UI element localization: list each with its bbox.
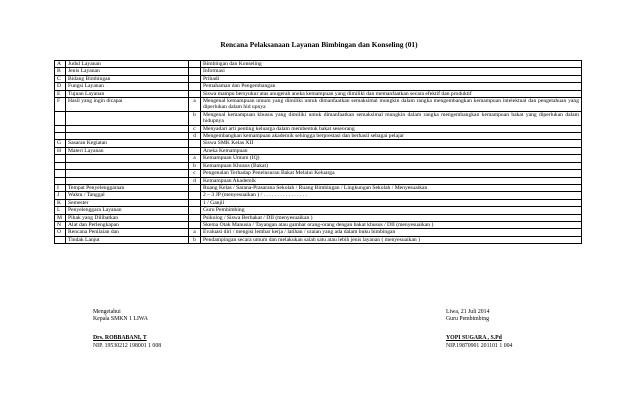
table-row: [55, 229, 582, 236]
row-label: Bidang Bimbingan: [66, 75, 189, 82]
table-row: [55, 170, 582, 177]
row-label: Materi Layanan: [66, 147, 189, 154]
row-sub: c: [189, 125, 201, 132]
row-sub: [189, 214, 201, 221]
signature-right-nip: NIP.19870901 201101 1 004: [446, 342, 513, 349]
signature-left-line2: Kepala SMKN 1 LIWA: [93, 316, 148, 323]
row-value: Aneka Kemampuan: [201, 147, 582, 154]
row-label: Rencana Penilaian dan: [66, 229, 189, 236]
table-row: [55, 199, 582, 206]
row-sub: [189, 90, 201, 97]
row-code: [55, 177, 66, 184]
table-row: [55, 125, 582, 132]
table-row: [55, 133, 582, 140]
row-code: J: [55, 192, 66, 199]
row-code: C: [55, 75, 66, 82]
signature-left-nip: NIP. 19530212 198001 1 008: [93, 342, 162, 349]
row-label: [66, 133, 189, 140]
plan-table: [54, 60, 582, 244]
row-sub: [189, 61, 201, 68]
signature-left-line1: Mengetahui: [93, 309, 121, 315]
table-row: [55, 83, 582, 90]
row-code: [55, 170, 66, 177]
row-code: G: [55, 140, 66, 147]
row-label: Alat dan Perlengkapan: [66, 221, 189, 228]
row-code: D: [55, 83, 66, 90]
row-label: Waktu / Tanggal: [66, 192, 189, 199]
row-value: Evaluasi diri / mengisi lembar kerja / latihan / uraian yang ada dalam buku bimbingan: [201, 229, 582, 236]
row-value: Psikolog / Siswa Berbakat / DII (menyesuaikan ): [201, 214, 582, 221]
row-label: [66, 155, 189, 162]
row-value: Mengenal kemampuan umum yang dimiliki untuk dimanfaatkan semaksimal mungkin dalam rangka mengembangkan kemampuan intelektual dan pengetahuan yang diperlukan dalam hid upnya: [201, 98, 582, 112]
row-sub: [189, 68, 201, 75]
table-row: [55, 98, 582, 112]
row-value: Mengembangkan kemampuan akademik sehingga berprestasi dan berhasil sebagai pelajar: [201, 133, 582, 140]
row-value: Kemampuan Khusus (Bakat): [201, 162, 582, 169]
table-row: [55, 177, 582, 184]
row-code: M: [55, 214, 66, 221]
row-sub: [189, 75, 201, 82]
row-value: Kemampuan Akademik: [201, 177, 582, 184]
row-sub: [189, 192, 201, 199]
row-label: [66, 177, 189, 184]
row-label: Sasaran Kegiatan: [66, 140, 189, 147]
table-row: [55, 75, 582, 82]
document-title: Rencana Pelaksanaan Layanan Bimbingan dan Konseling (01): [220, 40, 418, 49]
row-label: [66, 125, 189, 132]
row-code: [55, 133, 66, 140]
row-label: Tujuan Layanan: [66, 90, 189, 97]
row-code: E: [55, 90, 66, 97]
row-sub: [189, 147, 201, 154]
table-row: [55, 140, 582, 147]
row-sub: [189, 199, 201, 206]
row-sub: b: [189, 162, 201, 169]
row-sub: b: [189, 111, 201, 125]
signature-left-name: Drs. ROBBABANI, T: [93, 335, 147, 342]
table-row: [55, 155, 582, 162]
table-row: [55, 214, 582, 221]
plan-table-body: [55, 61, 582, 244]
row-code: B: [55, 68, 66, 75]
table-row: [55, 162, 582, 169]
row-code: O: [55, 229, 66, 236]
row-code: F: [55, 98, 66, 112]
row-value: Guru Pembimbing: [201, 207, 582, 214]
table-row: [55, 236, 582, 243]
signature-left: [93, 309, 161, 350]
table-row: [55, 61, 582, 68]
table-row: [55, 192, 582, 199]
row-sub: a: [189, 155, 201, 162]
row-label: Fungsi Layanan: [66, 83, 189, 90]
table-row: [55, 111, 582, 125]
row-sub: b: [189, 236, 201, 243]
row-value: Bimbingan dan Konseling: [201, 61, 582, 68]
row-sub: d: [189, 177, 201, 184]
table-row: [55, 68, 582, 75]
row-value: Pendampingan secara umum dan melakukan salah satu atau lebih jenis layanan ( menyesuaikan ): [201, 236, 582, 243]
table-row: [55, 147, 582, 154]
row-label: Tempat Penyelenggaraan: [66, 184, 189, 191]
row-code: [55, 155, 66, 162]
row-label: [66, 111, 189, 125]
row-value: 1 / Ganjil: [201, 199, 582, 206]
row-label: Pihak yang Dilibatkan: [66, 214, 189, 221]
row-value: Pribadi: [201, 75, 582, 82]
row-label: Hasil yang ingin dicapai: [66, 98, 189, 112]
row-code: N: [55, 221, 66, 228]
row-sub: [189, 207, 201, 214]
row-label: Jenis Layanan: [66, 68, 189, 75]
row-label: Judul Layanan: [66, 61, 189, 68]
row-label: Tindak Lanjut: [66, 236, 189, 243]
row-value: Ruang Kelas / Sarana-Prasarana Sekolah / Ruang Bimbingan / Lingkungan Sekolah / Menyesuaikan: [201, 184, 582, 191]
row-sub: [189, 184, 201, 191]
row-value: Informasi: [201, 68, 582, 75]
row-sub: [189, 83, 201, 90]
row-value: Siswa SMK Kelas XII: [201, 140, 582, 147]
row-value: Kemampuan Umum (IQ): [201, 155, 582, 162]
table-row: [55, 207, 582, 214]
row-sub: [189, 140, 201, 147]
row-value: Siswa mampu bersyukur atas anugerah aneka kemampuan yang dimiliki dan memanfaatkan secara efektif dan produktif: [201, 90, 582, 97]
row-value: Skema Otak Manusia / Tayangan atau gambar orang-orang dengan bakat khusus / DII (menyesuaikan ): [201, 221, 582, 228]
row-sub: c: [189, 170, 201, 177]
row-label: Penyelenggara Layanan: [66, 207, 189, 214]
row-value: Mengenal kemampuan khusus yang dimiliki untuk dimanfaatkan semaksimal mungkin dalam rangka mengembangkan kemampuan bakat yang diperlukan dalam hidupnya: [201, 111, 582, 125]
row-value: 2 – 3 JP (menyesuaikan ) / . . . . . . . . . . . . . . . .: [201, 192, 582, 199]
row-label: [66, 170, 189, 177]
row-sub: a: [189, 229, 201, 236]
row-value: Pengenalan Terhadap Penelusuran Bakat Melalui Keluarga: [201, 170, 582, 177]
table-row: [55, 184, 582, 191]
signature-right-name: YOPI SUGARA , S.Pd: [446, 335, 502, 342]
row-value: Pemahaman dan Pengembangan: [201, 83, 582, 90]
table-row: [55, 90, 582, 97]
row-sub: d: [189, 133, 201, 140]
row-sub: [189, 221, 201, 228]
row-code: L: [55, 207, 66, 214]
signature-right-line1: Liwa, 21 Juli 2014: [446, 309, 490, 315]
signature-right: [446, 309, 512, 350]
row-label: Semester: [66, 199, 189, 206]
row-sub: a: [189, 98, 201, 112]
row-code: [55, 162, 66, 169]
row-code: I: [55, 184, 66, 191]
row-value: Menyadari arti penting keluarga dalam membentuk bakat seseorang: [201, 125, 582, 132]
signature-right-line2: Guru Pembimbing: [446, 316, 489, 323]
table-row: [55, 221, 582, 228]
row-code: [55, 111, 66, 125]
row-code: K: [55, 199, 66, 206]
row-code: A: [55, 61, 66, 68]
row-code: [55, 125, 66, 132]
row-code: [55, 236, 66, 243]
row-code: H: [55, 147, 66, 154]
row-label: [66, 162, 189, 169]
